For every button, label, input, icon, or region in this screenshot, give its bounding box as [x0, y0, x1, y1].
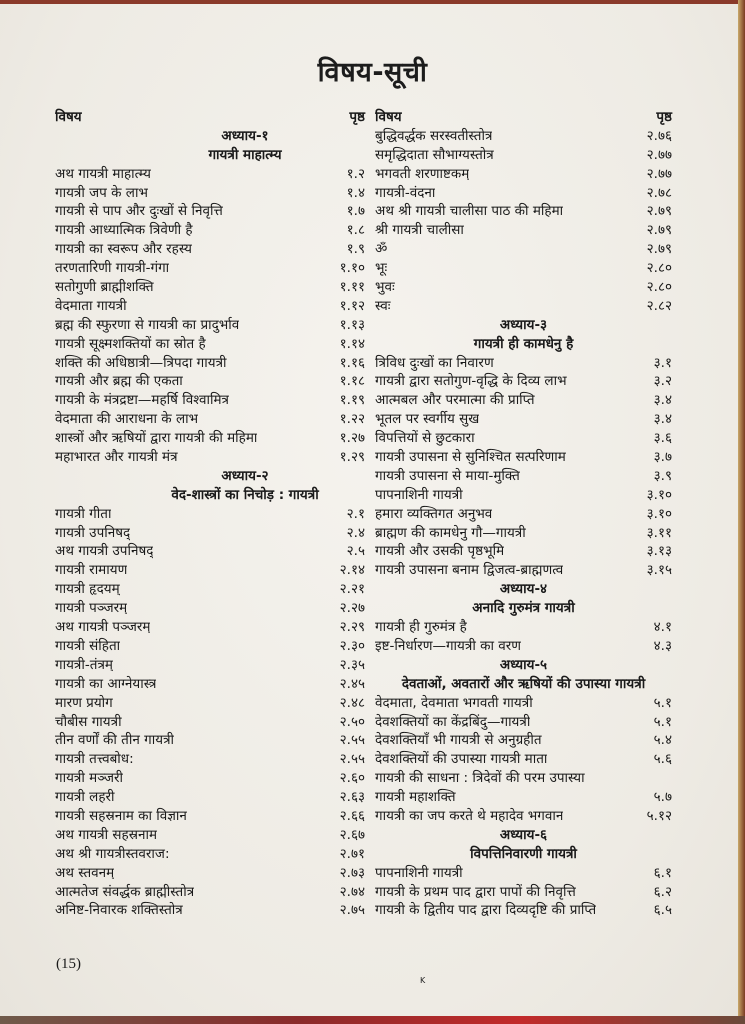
entry-title: गायत्री सहस्रनाम का विज्ञान: [55, 807, 187, 824]
entry-title: गायत्री का जप करते थे महादेव भगवान: [375, 807, 564, 824]
entry-title: सतोगुणी ब्राह्मीशक्ति: [55, 279, 154, 296]
entry-page: २.७७: [646, 165, 672, 182]
book-page: [0, 4, 738, 1016]
toc-entry: [375, 391, 672, 410]
entry-page: १.१९: [339, 392, 365, 409]
entry-page: १.२२: [339, 411, 365, 428]
entry-title: गायत्री तत्त्वबोध:: [55, 751, 134, 768]
entry-page: २.७५: [339, 902, 365, 919]
toc-entry: [55, 807, 365, 826]
toc-entry: [55, 448, 365, 467]
toc-entry: [375, 202, 672, 221]
toc-entry: [375, 354, 672, 373]
entry-page: ५.७: [653, 789, 672, 806]
entry-title: गायत्री मञ्जरी: [55, 770, 124, 787]
entry-page: २.४८: [339, 694, 365, 711]
toc-entry: [375, 259, 672, 278]
entry-page: २.६३: [339, 789, 365, 806]
entry-title: भगवती शरणाष्टकम्: [375, 165, 470, 182]
entry-page: १.२७: [339, 430, 365, 447]
toc-entry: [55, 826, 365, 845]
toc-entry: [375, 165, 672, 184]
entry-title: गायत्री की साधना : त्रिदेवों की परम उपास्या: [375, 770, 585, 787]
entry-title: देवशक्तियाँ भी गायत्री से अनुग्रहीत: [375, 732, 542, 749]
book-edge-bottom: [0, 1016, 745, 1024]
toc-entry: [55, 731, 365, 750]
entry-title: गायत्री संहिता: [55, 637, 121, 654]
entry-title: महाभारत और गायत्री मंत्र: [55, 449, 178, 466]
toc-entry: [55, 184, 365, 203]
entry-page: २.३०: [339, 637, 365, 654]
entry-title: गायत्री जप के लाभ: [55, 184, 148, 201]
entry-title: अथ स्तवनम्: [55, 864, 115, 881]
entry-title: तरणतारिणी गायत्री-गंगा: [55, 260, 170, 277]
entry-title: आत्मबल और परमात्मा की प्राप्ति: [375, 392, 535, 409]
toc-entry: [55, 675, 365, 694]
entry-page: २.८०: [646, 260, 672, 277]
entry-title: अथ गायत्री सहस्रनाम: [55, 826, 158, 843]
entry-page: ३.९: [653, 467, 672, 484]
chapter-number: अध्याय-२: [221, 467, 269, 484]
toc-entry: [375, 901, 672, 920]
entry-title: भूः: [375, 260, 388, 277]
entry-title: ब्रह्म की स्फुरणा से गायत्री का प्रादुर्भाव: [55, 316, 240, 333]
toc-entry: [55, 354, 365, 373]
entry-page: १.१४: [339, 335, 365, 352]
entry-title: गायत्री महाशक्ति: [375, 789, 456, 806]
entry-title: गायत्री-तंत्रम्: [55, 656, 113, 673]
toc-entry: [55, 429, 365, 448]
toc-entry: [375, 524, 672, 543]
toc-entry: [375, 731, 672, 750]
entry-title: त्रिविध दुःखों का निवारण: [375, 354, 494, 371]
entry-page: ६.१: [653, 864, 672, 881]
toc-entry: [55, 524, 365, 543]
entry-title: इष्ट-निर्धारण—गायत्री का वरण: [375, 637, 522, 654]
page-title: विषय-सूची: [317, 57, 428, 88]
chapter-title: गायत्री ही कामधेनु है: [473, 335, 574, 352]
toc-entry: [55, 278, 365, 297]
entry-title: गायत्री के द्वितीय पाद द्वारा दिव्यदृष्टि की प्राप्ति: [375, 902, 597, 919]
entry-page: २.२७: [339, 600, 365, 617]
entry-page: २.५: [346, 543, 365, 560]
entry-title: पापनाशिनी गायत्री: [375, 486, 463, 503]
entry-page: १.१६: [339, 354, 365, 371]
toc-entry: [375, 467, 672, 486]
entry-title: गायत्री के प्रथम पाद द्वारा पापों की निवृत्ति: [375, 883, 576, 900]
entry-title: गायत्री उपनिषद्: [55, 524, 131, 541]
toc-entry: [375, 372, 672, 391]
chapter-title: गायत्री माहात्म्य: [208, 146, 282, 163]
entry-page: २.८२: [646, 297, 672, 314]
toc-entry: [55, 335, 365, 354]
book-edge-right: [738, 0, 745, 1024]
toc-entry: [55, 618, 365, 637]
entry-page: २.४५: [339, 675, 365, 692]
entry-title: गायत्री और ब्रह्म की एकता: [55, 373, 183, 390]
entry-title: गायत्री-वंदना: [375, 184, 436, 201]
entry-title: शक्ति की अधिष्ठात्री—त्रिपदा गायत्री: [55, 354, 227, 371]
toc-entry: [375, 788, 672, 807]
toc-entry: [55, 599, 365, 618]
entry-page: ५.१: [653, 713, 672, 730]
chapter-number: अध्याय-६: [499, 826, 548, 843]
entry-title: अथ श्री गायत्री चालीसा पाठ की महिमा: [375, 203, 564, 220]
toc-entry: [375, 637, 672, 656]
entry-page: ४.१: [653, 619, 672, 636]
entry-title: भुवः: [375, 279, 395, 296]
entry-title: गायत्री से पाप और दुःखों से निवृत्ति: [55, 203, 223, 220]
toc-entry: [375, 713, 672, 732]
entry-page: १.११: [339, 279, 365, 296]
entry-title: गायत्री उपासना बनाम द्विजत्व-ब्राह्मणत्व: [375, 562, 564, 579]
toc-entry: [375, 146, 672, 165]
entry-page: ३.७: [653, 449, 672, 466]
toc-entry: [55, 845, 365, 864]
toc-entry: [55, 580, 365, 599]
subject-header: विषय: [55, 109, 82, 125]
printer-mark: K: [420, 976, 426, 985]
page-number: (15): [56, 956, 81, 972]
toc-entry: [55, 202, 365, 221]
entry-page: ३.१०: [646, 486, 672, 503]
toc-entry: [55, 694, 365, 713]
entry-title: अनिष्ट-निवारक शक्तिस्तोत्र: [55, 902, 183, 919]
entry-page: २.७३: [339, 864, 365, 881]
entry-title: समृद्धिदाता सौभाग्यस्तोत्र: [375, 146, 494, 163]
toc-entry: [375, 127, 672, 146]
entry-page: १.७: [346, 203, 365, 220]
toc-entry: [55, 165, 365, 184]
toc-entry: [55, 297, 365, 316]
toc-entry: [55, 372, 365, 391]
toc-entry: [55, 750, 365, 769]
entry-title: भूतल पर स्वर्गीय सुख: [375, 411, 480, 428]
toc-entry: [55, 713, 365, 732]
entry-title: गायत्री गीता: [55, 505, 112, 522]
entry-title: गायत्री द्वारा सतोगुण-वृद्धि के दिव्य लाभ: [375, 373, 567, 390]
entry-title: वेदमाता गायत्री: [55, 297, 127, 314]
entry-page: ३.६: [653, 430, 672, 447]
entry-page: ३.१३: [646, 543, 672, 560]
toc-entry: [375, 448, 672, 467]
toc-entry: [375, 561, 672, 580]
entry-title: गायत्री सूक्ष्मशक्तियों का स्रोत है: [55, 335, 206, 352]
entry-title: गायत्री उपासना से माया-मुक्ति: [375, 467, 520, 484]
toc-entry: [375, 883, 672, 902]
entry-page: २.७७: [646, 146, 672, 163]
entry-title: देवशक्तियों का केंद्रबिंदु—गायत्री: [375, 713, 531, 730]
entry-page: ६.५: [653, 902, 672, 919]
entry-page: ५.१२: [646, 807, 672, 824]
toc-entry: [375, 240, 672, 259]
entry-page: १.१२: [339, 297, 365, 314]
chapter-number: अध्याय-१: [221, 127, 269, 144]
subject-header: विषय: [375, 109, 402, 125]
toc-entry: [375, 807, 672, 826]
toc-entry: [55, 769, 365, 788]
chapter-title: अनादि गुरुमंत्र गायत्री: [472, 600, 575, 617]
toc-entry: [55, 788, 365, 807]
entry-page: २.७९: [646, 203, 672, 220]
toc-entry: [55, 561, 365, 580]
entry-page: ३.१: [653, 354, 672, 371]
entry-title: गायत्री लहरी: [55, 789, 115, 806]
entry-title: वेदमाता की आराधना के लाभ: [55, 411, 199, 428]
entry-page: १.१३: [339, 316, 365, 333]
entry-page: २.२९: [339, 619, 365, 636]
toc-entry: [375, 486, 672, 505]
entry-page: ५.१: [653, 694, 672, 711]
entry-page: २.६७: [339, 826, 365, 843]
entry-page: ३.४: [653, 411, 672, 428]
chapter-title: वेद-शास्त्रों का निचोड़ : गायत्री: [171, 486, 319, 503]
entry-page: १.९: [346, 241, 365, 258]
entry-title: वेदमाता, देवमाता भगवती गायत्री: [375, 694, 533, 711]
entry-title: गायत्री के मंत्रद्रष्टा—महर्षि विश्वामित्र: [55, 392, 229, 409]
entry-page: २.७६: [646, 127, 672, 144]
entry-page: २.४: [346, 524, 365, 541]
entry-page: ५.४: [653, 732, 672, 749]
entry-title: हमारा व्यक्तिगत अनुभव: [375, 505, 493, 522]
toc-entry: [55, 259, 365, 278]
toc-entry: [375, 184, 672, 203]
entry-title: मारण प्रयोग: [55, 694, 113, 711]
entry-page: २.८०: [646, 279, 672, 296]
entry-title: गायत्री ही गुरुमंत्र है: [375, 619, 467, 636]
chapter-number: अध्याय-५: [499, 656, 548, 673]
entry-page: २.१४: [339, 562, 365, 579]
entry-title: गायत्री का आग्नेयास्त्र: [55, 675, 157, 692]
toc-entry: [375, 410, 672, 429]
toc-entry: [55, 883, 365, 902]
toc-entry: [375, 221, 672, 240]
entry-title: तीन वर्णों की तीन गायत्री: [55, 732, 175, 749]
entry-page: २.७१: [339, 845, 365, 862]
entry-page: २.३५: [339, 656, 365, 673]
entry-title: विपत्तियों से छुटकारा: [375, 430, 475, 447]
entry-title: अथ गायत्री पञ्जरम्: [55, 619, 151, 636]
entry-page: ३.११: [646, 524, 672, 541]
entry-page: २.७८: [646, 184, 672, 201]
toc-entry: [375, 769, 672, 788]
entry-page: २.१: [346, 505, 365, 522]
entry-title: चौबीस गायत्री: [55, 713, 122, 730]
entry-title: शास्त्रों और ऋषियों द्वारा गायत्री की महिमा: [55, 430, 258, 447]
toc-entry: [55, 901, 365, 920]
chapter-title: देवताओं, अवतारों और ऋषियों की उपास्या गायत्री: [401, 675, 646, 692]
toc-entry: [55, 240, 365, 259]
entry-page: ३.१५: [646, 562, 672, 579]
entry-page: १.४: [346, 184, 365, 201]
entry-title: आत्मतेज संवर्द्धक ब्राह्मीस्तोत्र: [55, 883, 195, 900]
toc-entry: [55, 864, 365, 883]
toc-entry: [375, 694, 672, 713]
entry-page: १.८: [346, 222, 365, 239]
entry-title: अथ गायत्री माहात्म्य: [55, 165, 151, 182]
page-header: पृष्ठ: [349, 109, 365, 125]
chapter-number: अध्याय-४: [499, 581, 548, 598]
toc-entry: [55, 637, 365, 656]
entry-page: ३.२: [653, 373, 672, 390]
entry-title: गायत्री आध्यात्मिक त्रिवेणी है: [55, 222, 193, 239]
toc-entry: [375, 750, 672, 769]
entry-title: गायत्री हृदयम्: [55, 581, 120, 598]
entry-title: ब्राह्मण की कामधेनु गौ—गायत्री: [375, 524, 526, 541]
entry-page: १.२९: [339, 449, 365, 466]
entry-page: १.१८: [339, 373, 365, 390]
entry-title: बुद्धिवर्द्धक सरस्वतीस्तोत्र: [375, 127, 493, 144]
entry-title: गायत्री का स्वरूप और रहस्य: [55, 241, 192, 258]
toc-entry: [55, 316, 365, 335]
entry-page: २.६६: [339, 807, 365, 824]
toc-entry: [55, 542, 365, 561]
toc-right-column: [375, 108, 672, 920]
toc-entry: [55, 391, 365, 410]
entry-page: २.५०: [339, 713, 365, 730]
entry-title: ॐ: [375, 241, 388, 258]
entry-page: २.७४: [339, 883, 365, 900]
chapter-number: अध्याय-३: [499, 316, 548, 333]
toc-entry: [375, 864, 672, 883]
entry-page: १.२: [346, 165, 365, 182]
entry-page: ३.४: [653, 392, 672, 409]
page-header: पृष्ठ: [656, 109, 672, 125]
column-header: [55, 108, 365, 127]
entry-title: पापनाशिनी गायत्री: [375, 864, 463, 881]
entry-page: २.६०: [339, 770, 365, 787]
entry-page: ४.३: [653, 637, 672, 654]
entry-title: स्वः: [375, 297, 391, 314]
entry-page: ३.१०: [646, 505, 672, 522]
entry-title: गायत्री और उसकी पृष्ठभूमि: [375, 543, 505, 560]
entry-page: २.५५: [339, 751, 365, 768]
entry-title: अथ श्री गायत्रीस्तवराज:: [55, 845, 170, 862]
entry-title: गायत्री रामायण: [55, 562, 128, 579]
entry-page: २.२१: [339, 581, 365, 598]
toc-entry: [55, 656, 365, 675]
toc-entry: [55, 410, 365, 429]
toc-entry: [375, 278, 672, 297]
entry-page: २.७९: [646, 241, 672, 258]
toc-entry: [375, 429, 672, 448]
entry-page: २.५५: [339, 732, 365, 749]
chapter-title: विपत्तिनिवारणी गायत्री: [470, 845, 577, 862]
entry-page: २.७९: [646, 222, 672, 239]
entry-page: ६.२: [653, 883, 672, 900]
entry-title: अथ गायत्री उपनिषद्: [55, 543, 154, 560]
toc-left-column: [55, 108, 365, 920]
entry-title: गायत्री उपासना से सुनिश्चित सत्परिणाम: [375, 449, 566, 466]
toc-entry: [375, 542, 672, 561]
toc-entry: [375, 618, 672, 637]
entry-title: देवशक्तियों की उपास्या गायत्री माता: [375, 751, 548, 768]
toc-entry: [55, 221, 365, 240]
toc-entry: [55, 505, 365, 524]
entry-title: गायत्री पञ्जरम्: [55, 600, 128, 617]
entry-page: १.१०: [339, 260, 365, 277]
toc-entry: [375, 505, 672, 524]
column-header: [375, 108, 672, 127]
toc-entry: [375, 297, 672, 316]
entry-page: ५.६: [653, 751, 672, 768]
entry-title: श्री गायत्री चालीसा: [375, 222, 464, 239]
